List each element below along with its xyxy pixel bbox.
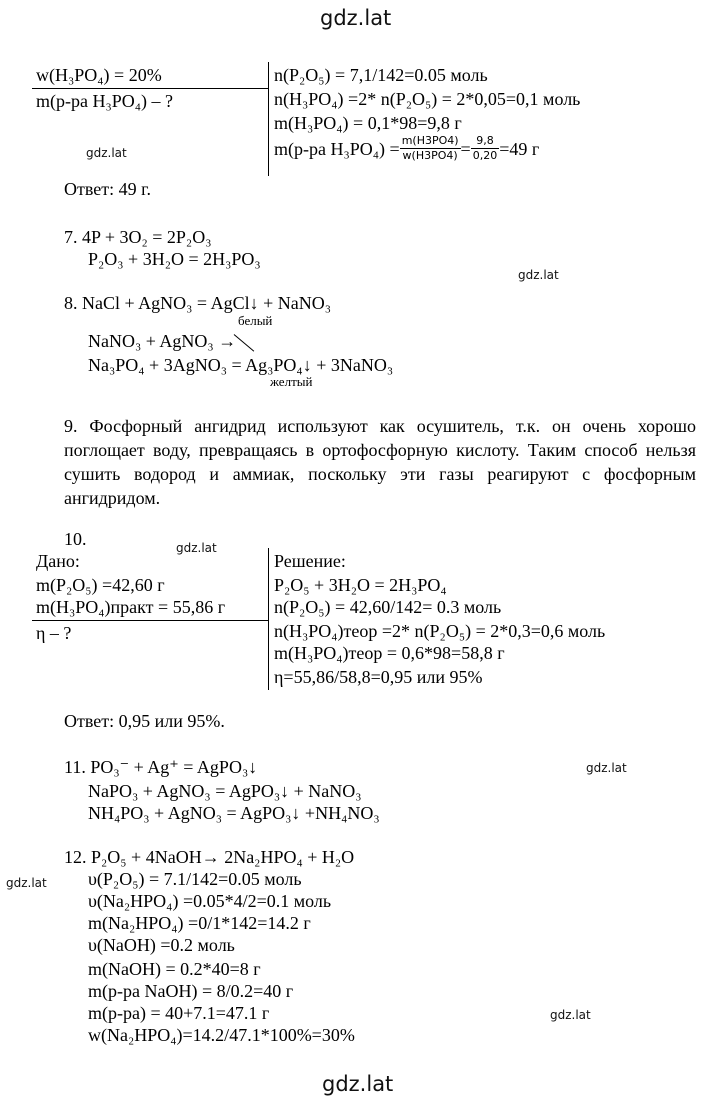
solution-title: Решение: xyxy=(274,551,346,571)
solution-line: m(р-ра NaOH) = 8/0.2=40 г xyxy=(88,981,294,1001)
watermark: gdz.lat xyxy=(518,268,559,282)
watermark: gdz.lat xyxy=(176,541,217,555)
given-divider xyxy=(32,620,268,621)
solution-divider xyxy=(268,62,269,176)
precipitate-label-yellow: желтый xyxy=(270,374,313,389)
solution-line: m(Na₂HPO₄) =0/1*142=14.2 г xyxy=(88,913,311,933)
given-line: m(H₃PO₄)практ = 55,86 г xyxy=(36,597,226,617)
given-line: m(P₂O₅) =42,60 г xyxy=(36,575,165,595)
fraction-denominator: w(H3PO4) xyxy=(402,149,458,162)
solution-line-fraction xyxy=(274,134,539,163)
equation-line: Na₃PO₄ + 3AgNO₃ = Ag₃PO₄↓ + 3NaNO₃ xyxy=(88,355,394,375)
given-divider xyxy=(32,88,268,89)
solution-line: n(P₂O₅) = 42,60/142= 0.3 моль xyxy=(274,597,502,617)
solution-line: η=55,86/58,8=0,95 или 95% xyxy=(274,667,483,687)
watermark-bottom: gdz.lat xyxy=(322,1072,394,1096)
equation-line: 8. NaCl + AgNO₃ = AgCl↓ + NaNO₃ xyxy=(64,293,332,313)
watermark: gdz.lat xyxy=(550,1008,591,1022)
solution-divider xyxy=(268,548,269,690)
equation-line: NaPO₃ + AgNO₃ = AgPO₃↓ + NaNO₃ xyxy=(88,781,362,801)
equation-line: NH₄PO₃ + AgNO₃ = AgPO₃↓ +NH₄NO₃ xyxy=(88,803,380,823)
solution-line: n(H₃PO₄)теор =2* n(P₂O₅) = 2*0,3=0,6 моль xyxy=(274,621,606,641)
answer: Ответ: 49 г. xyxy=(64,179,151,199)
solution-line: υ(NaOH) =0.2 моль xyxy=(88,935,235,955)
equation-line: 11. PO₃⁻ + Ag⁺ = AgPO₃↓ xyxy=(64,757,258,777)
solution-line: P₂O₅ + 3H₂O = 2H₃PO₄ xyxy=(274,575,447,595)
problem-number: 10. xyxy=(64,529,87,549)
formula-lhs: m(р-ра H₃PO₄) = xyxy=(274,138,400,159)
fraction-numerator: 9,8 xyxy=(471,134,500,149)
solution-line: w(Na₂HPO₄)=14.2/47.1*100%=30% xyxy=(88,1025,355,1045)
solution-line: m(NaOH) = 0.2*40=8 г xyxy=(88,959,261,979)
given-line: η – ? xyxy=(36,623,72,643)
equation-line: 12. P₂O₅ + 4NaOH→ 2Na₂HPO₄ + H₂O xyxy=(64,847,355,867)
watermark-top: gdz.lat xyxy=(320,6,392,30)
given-line: m(р-ра H₃PO₄) – ? xyxy=(36,91,174,111)
fraction-denominator: 0,20 xyxy=(472,149,498,162)
equation-line: P₂O₃ + 3H₂O = 2H₃PO₃ xyxy=(88,249,261,269)
fraction xyxy=(400,134,461,163)
solution-line: m(р-ра) = 40+7.1=47.1 г xyxy=(88,1003,270,1023)
equals-sign: = xyxy=(460,138,471,159)
precipitate-label-white: белый xyxy=(238,313,273,328)
given-line: w(H₃PO₄) = 20% xyxy=(36,65,162,85)
watermark: gdz.lat xyxy=(86,146,127,160)
equation-line: NaNO₃ + AgNO₃ → xyxy=(88,331,237,351)
solution-line: m(H₃PO₄)теор = 0,6*98=58,8 г xyxy=(274,643,505,663)
solution-line: υ(Na₂HPO₄) =0.05*4/2=0.1 моль xyxy=(88,891,332,911)
equation-line: 7. 4P + 3O₂ = 2P₂O₃ xyxy=(64,227,212,247)
solution-line: n(P₂O₅) = 7,1/142=0.05 моль xyxy=(274,65,488,85)
fraction xyxy=(471,134,500,163)
fraction-numerator: m(H3PO4) xyxy=(401,134,459,147)
formula-rhs: =49 г xyxy=(499,138,540,159)
problem-9-text: 9. Фосфорный ангидрид используют как осушитель, т.к. он очень хорошо поглощает воду, превращаясь в ортофосфорную кислоту. Таким способ нельзя сушить водород и аммиак, поскольку эти газы реагируют с фосфорным ангидридом. xyxy=(64,416,696,508)
watermark: gdz.lat xyxy=(586,761,627,775)
solution-line: υ(P₂O₅) = 7.1/142=0.05 моль xyxy=(88,869,302,889)
no-reaction-strike xyxy=(234,334,255,351)
given-title: Дано: xyxy=(36,551,80,571)
answer: Ответ: 0,95 или 95%. xyxy=(64,711,225,731)
solution-line: n(H₃PO₄) =2* n(P₂O₅) = 2*0,05=0,1 моль xyxy=(274,89,581,109)
solution-line: m(H₃PO₄) = 0,1*98=9,8 г xyxy=(274,113,462,133)
watermark: gdz.lat xyxy=(6,876,47,890)
